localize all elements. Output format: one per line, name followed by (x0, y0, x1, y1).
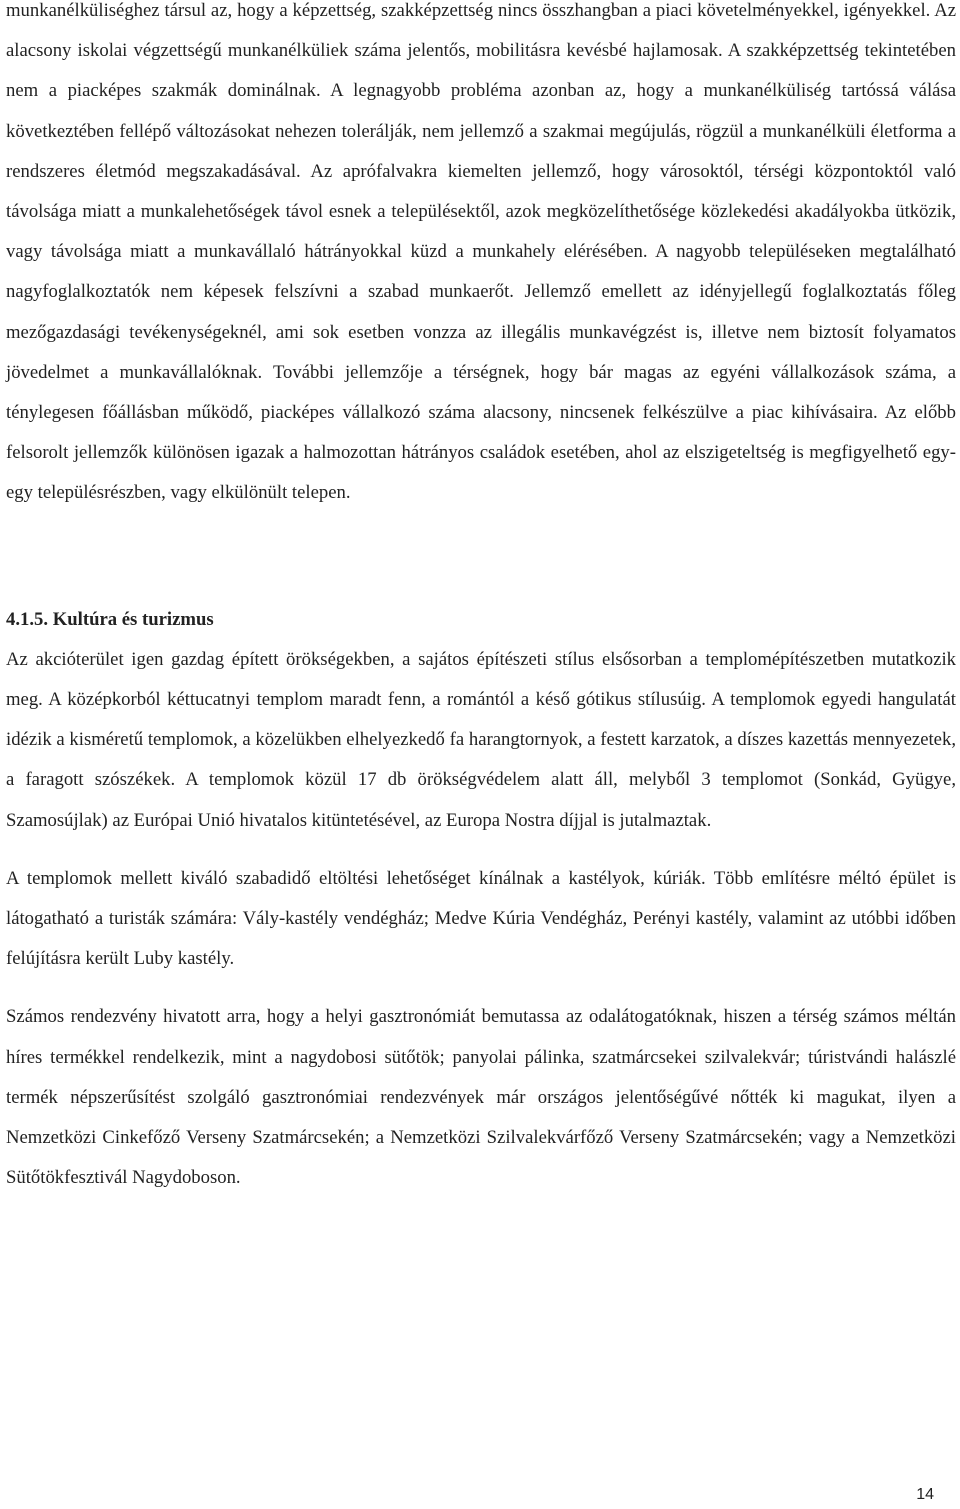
intro-paragraph: munkanélküliséghez társul az, hogy a képzettség, szakképzettség nincs összhangban a piaci követelményekkel, igényekkel. Az alacsony iskolai végzettségű munkanélküliek száma jelentős, mobilitásra kevésbé hajlamosak. A szakképzettség tekintetében nem a piacképes szakmák dominálnak. A legnagyobb probléma azonban az, hogy a munkanélküliség tartóssá válása következtében fellépő változásokat nehezen tolerálják, nem jellemző a szakmai megújulás, rögzül a munkanélküli életforma a rendszeres életmód megszakadásával. Az aprófalvakra kiemelten jellemző, hogy városoktól, térségi központoktól való távolsága miatt a munkalehetőségek távol esnek a településektől, azok megközelíthetősége közlekedési akadályokba ütközik, vagy távolsága miatt a munkavállaló hátrányokkal küzd a munkahely elérésében. A nagyobb településeken megtalálható nagyfoglalkoztatók nem képesek felszívni a szabad munkaerőt. Jellemző emellett az idényjellegű foglalkoztatás főleg mezőgazdasági tevékenységeknél, ami sok esetben vonzza az illegális munkavégzést is, illetve nem biztosít folyamatos jövedelmet a munkavállalóknak. További jellemzője a térségnek, hogy bár magas az egyéni vállalkozások száma, a ténylegesen főállásban működő, piacképes vállalkozó száma alacsony, nincsenek felkészülve a piac kihívásaira. Az előbb felsorolt jellemzők különösen igazak a halmozottan hátrányos családok esetében, ahol az elszigeteltség is megfigyelhető egy-egy településrészben, vagy elkülönült telepen. (6, 0, 956, 504)
paragraph-heritage: Az akcióterület igen gazdag épített örökségekben, a sajátos építészeti stílus elsősorban a templomépítészetben mutatkozik meg. A középkorból kéttucatnyi templom maradt fenn, a romántól a késő gótikus stílusúig. A templomok egyedi hangulatát idézik a kisméretű templomok, a közelükben elhelyezkedő fa harangtornyok, a festett karzatok, a díszes kazettás mennyezetek, a faragott szószékek. A templomok közül 17 db örökségvédelem alatt áll, melyből 3 templomot (Sonkád, Gyügye, Szamosújlak) az Európai Unió hivatalos kitüntetésével, az Europa Nostra díjjal is jutalmaztak. (6, 648, 956, 831)
section-spacer (6, 514, 956, 600)
paragraph-gastronomy: Számos rendezvény hivatott arra, hogy a helyi gasztronómiát bemutassa az odalátogatóknak, hiszen a térség számos méltán híres termékkel rendelkezik, mint a nagydobosi sütőtök; panyolai pálinka, szatmárcsekei szilvalekvár; túristvándi halászlé termék népszerűsítést szolgáló gasztronómiai rendezvények már országos jelentőségűvé nőtték ki magukat, ilyen a Nemzetközi Cinkefőző Verseny Szatmárcsekén; a Nemzetközi Szilvalekvárfőző Verseny Szatmárcsekén; vagy a Nemzetközi Sütőtökfesztivál Nagydoboson. (6, 1006, 956, 1189)
section-title: Kultúra és turizmus (52, 608, 214, 630)
page-number: 14 (916, 1486, 934, 1503)
paragraph-spacer (6, 841, 956, 859)
section-number: 4.1.5. (6, 608, 49, 630)
paragraph-spacer (6, 979, 956, 997)
paragraph-castles: A templomok mellett kiváló szabadidő eltöltési lehetőséget kínálnak a kastélyok, kúriák. Több említésre méltó épület is látogatható a turisták számára: Vály-kastély vendégház; Medve Kúria Vendégház, Perényi kastély, valamint az utóbbi időben felújításra került Luby kastély. (6, 867, 956, 970)
document-page (6, 0, 956, 1198)
section-heading (6, 600, 956, 640)
